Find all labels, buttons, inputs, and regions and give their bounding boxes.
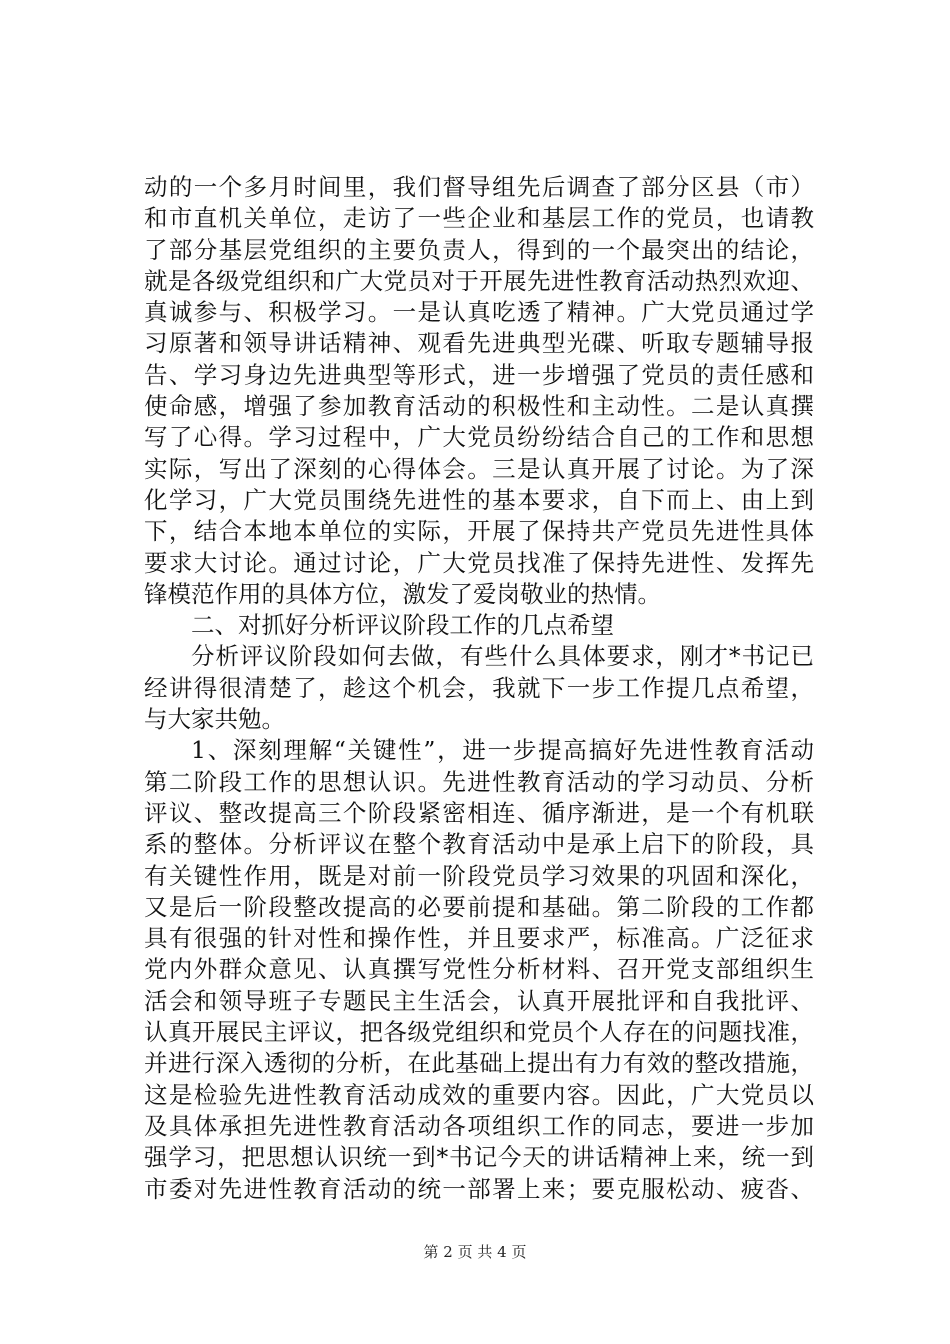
text-line: 活会和领导班子专题民主生活会，认真开展批评和自我批评、 xyxy=(144,986,814,1015)
text-line: 及具体承担先进性教育活动各项组织工作的同志，要进一步加 xyxy=(144,1111,814,1140)
page-number: 第 2 页 共 4 页 xyxy=(423,1243,527,1261)
text-line: 实际，写出了深刻的心得体会。三是认真开展了讨论。为了深 xyxy=(144,454,814,483)
text-line: 了部分基层党组织的主要负责人，得到的一个最突出的结论， xyxy=(144,235,814,264)
text-line: 又是后一阶段整改提高的必要前提和基础。第二阶段的工作都 xyxy=(144,892,814,921)
text-line: 系的整体。分析评议在整个教育活动中是承上启下的阶段，具 xyxy=(144,830,814,859)
text-line: 告、学习身边先进典型等形式，进一步增强了党员的责任感和 xyxy=(144,360,814,389)
text-line: 使命感，增强了参加教育活动的积极性和主动性。二是认真撰 xyxy=(144,392,814,421)
text-line: 并进行深入透彻的分析，在此基础上提出有力有效的整改措施， xyxy=(144,1049,814,1078)
text-line: 强学习，把思想认识统一到*书记今天的讲话精神上来，统一到 xyxy=(144,1143,814,1172)
text-line: 动的一个多月时间里，我们督导组先后调查了部分区县（市） xyxy=(144,173,814,201)
text-line: 要求大讨论。通过讨论，广大党员找准了保持先进性、发挥先 xyxy=(144,548,814,577)
section-heading: 二、对抓好分析评议阶段工作的几点希望 xyxy=(191,611,614,640)
text-line: 经讲得很清楚了，趁这个机会，我就下一步工作提几点希望， xyxy=(144,673,814,702)
text-line: 就是各级党组织和广大党员对于开展先进性教育活动热烈欢迎、 xyxy=(144,266,814,295)
text-line: 党内外群众意见、认真撰写党性分析材料、召开党支部组织生 xyxy=(144,955,814,984)
text-line: 与大家共勉。 xyxy=(144,705,285,734)
text-line: 具有很强的针对性和操作性，并且要求严，标准高。广泛征求 xyxy=(144,924,814,953)
text-line: 分析评议阶段如何去做，有些什么具体要求，刚才*书记已 xyxy=(191,642,814,671)
text-line: 锋模范作用的具体方位，激发了爱岗敬业的热情。 xyxy=(144,579,661,608)
text-line: 化学习，广大党员围绕先进性的基本要求，自下而上、由上到 xyxy=(144,485,814,514)
text-line: 第二阶段工作的思想认识。先进性教育活动的学习动员、分析 xyxy=(144,767,814,796)
text-line: 认真开展民主评议，把各级党组织和党员个人存在的问题找准， xyxy=(144,1018,814,1047)
text-line: 习原著和领导讲话精神、观看先进典型光碟、听取专题辅导报 xyxy=(144,329,814,358)
text-line: 市委对先进性教育活动的统一部署上来；要克服松动、疲沓、 xyxy=(144,1174,814,1203)
text-line: 真诚参与、积极学习。一是认真吃透了精神。广大党员通过学 xyxy=(144,298,814,327)
text-line: 下，结合本地本单位的实际，开展了保持共产党员先进性具体 xyxy=(144,517,814,546)
text-line: 有关键性作用，既是对前一阶段党员学习效果的巩固和深化， xyxy=(144,861,814,890)
text-line: 写了心得。学习过程中，广大党员纷纷结合自己的工作和思想 xyxy=(144,423,814,452)
document-body xyxy=(144,172,814,1205)
text-line: 这是检验先进性教育活动成效的重要内容。因此，广大党员以 xyxy=(144,1080,814,1109)
text-line: 1、深刻理解“关键性”，进一步提高搞好先进性教育活动 xyxy=(191,736,814,765)
text-line: 评议、整改提高三个阶段紧密相连、循序渐进，是一个有机联 xyxy=(144,798,814,827)
text-line: 和市直机关单位，走访了一些企业和基层工作的党员，也请教 xyxy=(144,204,814,233)
